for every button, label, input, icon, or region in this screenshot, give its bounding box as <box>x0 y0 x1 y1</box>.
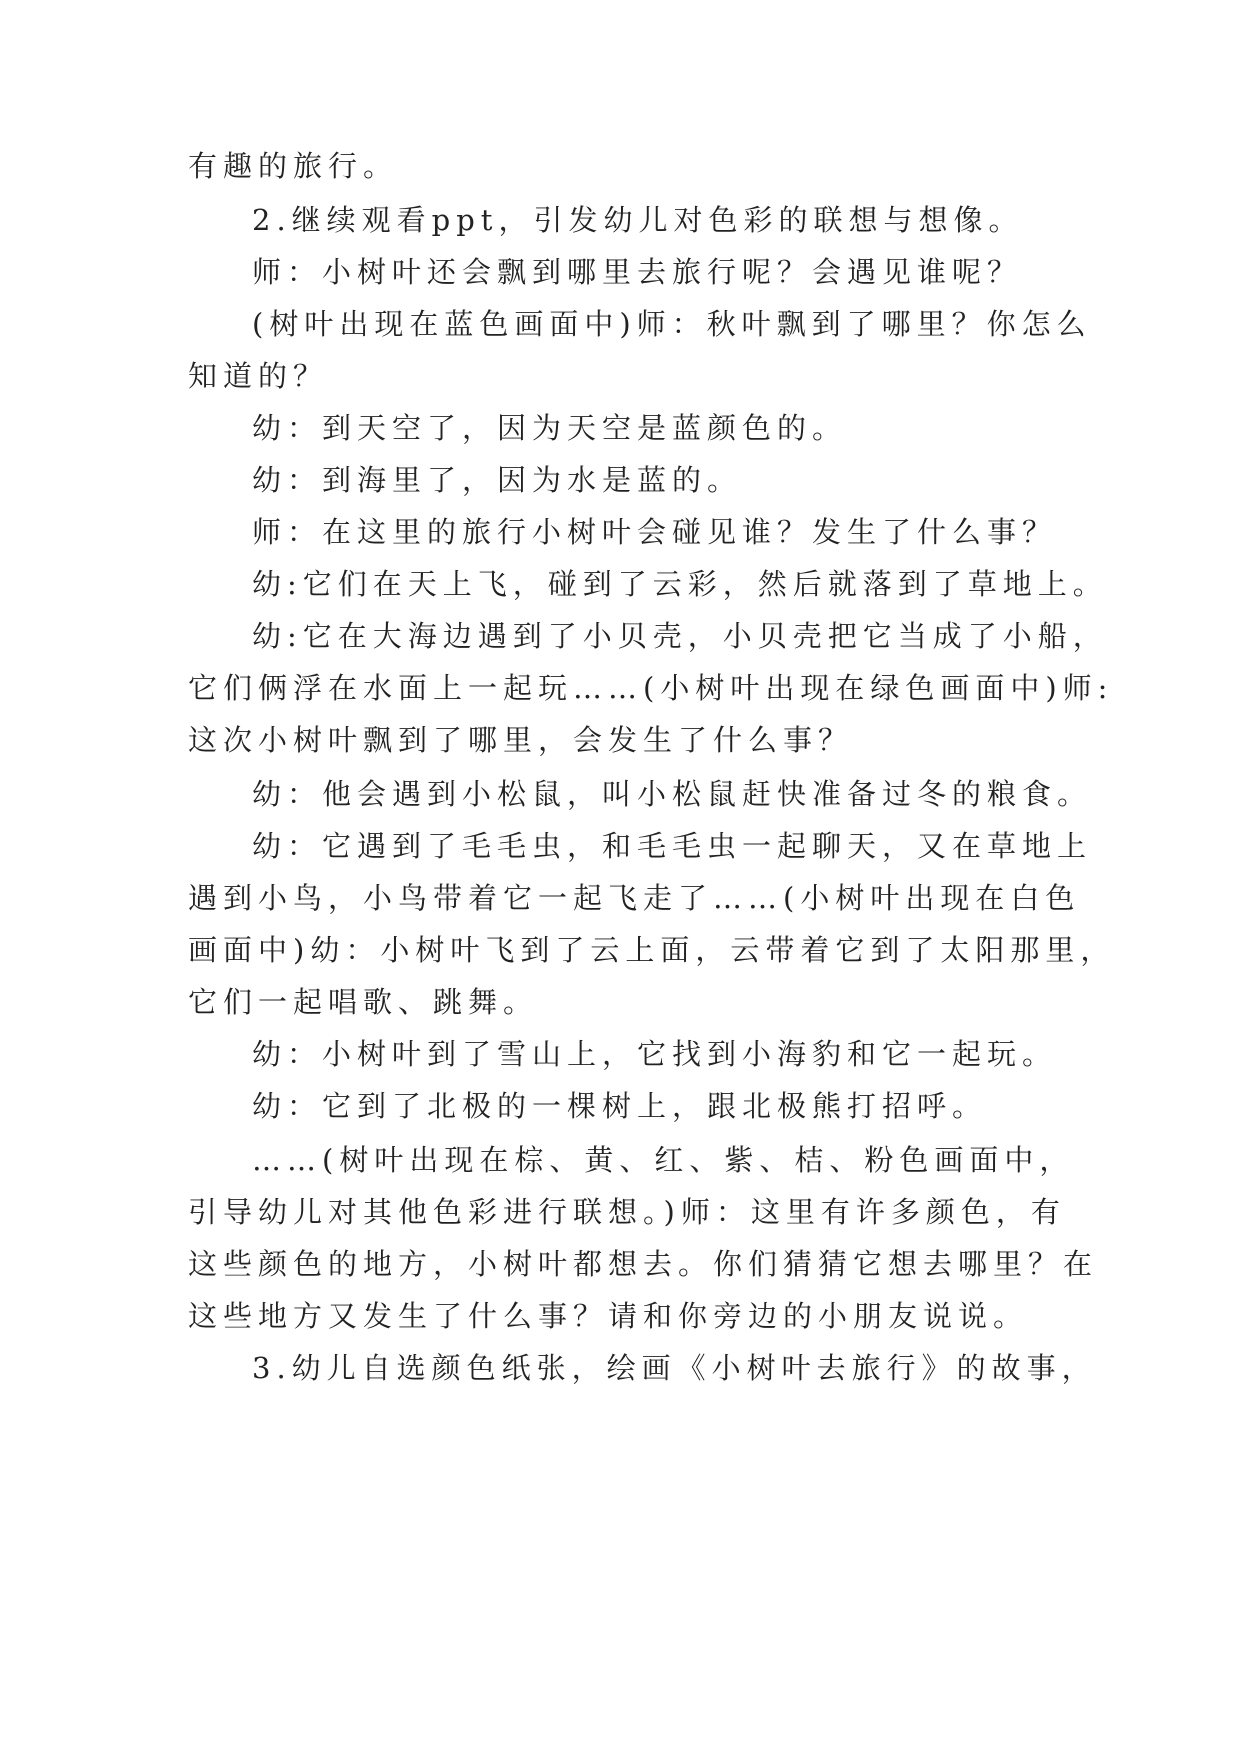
text-line: 2.继续观看ppt，引发幼儿对色彩的联想与想像。 <box>252 203 1024 237</box>
text-line: 画面中)幼：小树叶飞到了云上面，云带着它到了太阳那里， <box>188 933 1116 967</box>
text-line: 这些地方又发生了什么事？请和你旁边的小朋友说说。 <box>188 1299 1029 1333</box>
text-line: ……(树叶出现在棕、黄、红、紫、桔、粉色画面中， <box>252 1143 1075 1177</box>
text-line: 幼：到海里了，因为水是蓝的。 <box>252 463 743 497</box>
text-line: 这些颜色的地方，小树叶都想去。你们猜猜它想去哪里？在 <box>188 1247 1099 1281</box>
text-line: 幼：它遇到了毛毛虫，和毛毛虫一起聊天，又在草地上 <box>252 829 1093 863</box>
text-line: 幼:它在大海边遇到了小贝壳，小贝壳把它当成了小船， <box>252 619 1108 653</box>
text-line: 有趣的旅行。 <box>188 149 399 183</box>
text-line: 引导幼儿对其他色彩进行联想。)师：这里有许多颜色，有 <box>188 1195 1066 1229</box>
text-line: 它们一起唱歌、跳舞。 <box>188 985 539 1019</box>
text-line: 幼：他会遇到小松鼠，叫小松鼠赶快准备过冬的粮食。 <box>252 777 1093 811</box>
text-line: 师：在这里的旅行小树叶会碰见谁？发生了什么事？ <box>252 515 1058 549</box>
text-line: 3.幼儿自选颜色纸张，绘画《小树叶去旅行》的故事， <box>252 1351 1097 1385</box>
text-line: 幼:它们在天上飞，碰到了云彩，然后就落到了草地上。 <box>252 567 1108 601</box>
text-line: 遇到小鸟，小鸟带着它一起飞走了……(小树叶出现在白色 <box>188 881 1081 915</box>
text-line: 它们俩浮在水面上一起玩……(小树叶出现在绿色画面中)师: <box>188 671 1114 705</box>
text-line: 幼：到天空了，因为天空是蓝颜色的。 <box>252 411 848 445</box>
text-line: 幼：小树叶到了雪山上，它找到小海豹和它一起玩。 <box>252 1037 1058 1071</box>
text-line: 师：小树叶还会飘到哪里去旅行呢？会遇见谁呢？ <box>252 255 1023 289</box>
text-line: 这次小树叶飘到了哪里，会发生了什么事？ <box>188 723 854 757</box>
text-line: 幼：它到了北极的一棵树上，跟北极熊打招呼。 <box>252 1089 988 1123</box>
text-line: (树叶出现在蓝色画面中)师：秋叶飘到了哪里？你怎么 <box>252 307 1092 341</box>
text-line: 知道的？ <box>188 359 329 393</box>
